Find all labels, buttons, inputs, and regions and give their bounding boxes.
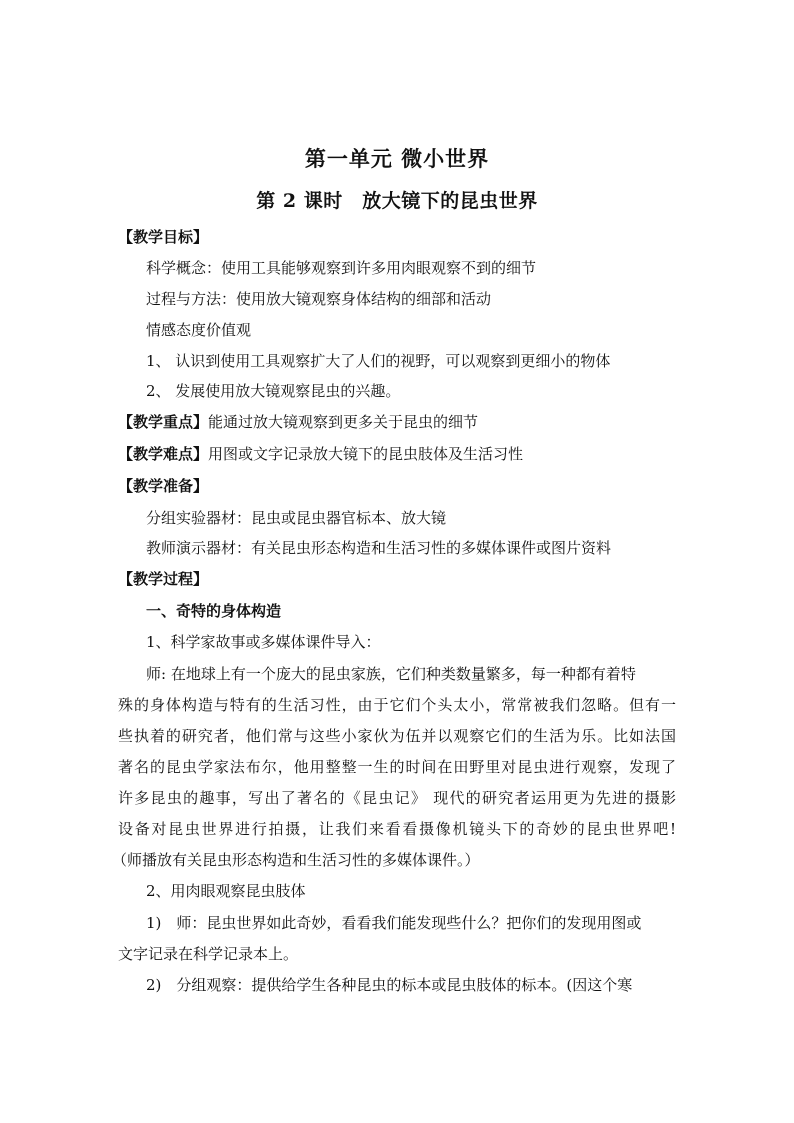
objectives-heading: 【教学目标】: [118, 228, 209, 246]
paragraph-line: 许多昆虫的趣事，写出了著名的《昆虫记》 现代的研究者运用更为先进的摄影: [118, 789, 676, 807]
emotion-heading: 情感态度价值观: [146, 321, 252, 339]
emotion-item-2: 2、 发展使用放大镜观察昆虫的兴趣。: [146, 382, 401, 400]
difficulty-text: 用图或文字记录放大镜下的昆虫肢体及生活习性: [208, 445, 524, 463]
teacher-materials-line: 教师演示器材：有关昆虫形态构造和生活习性的多媒体课件或图片资料: [146, 539, 612, 557]
process-method-line: 过程与方法：使用放大镜观察身体结构的细部和活动: [146, 290, 492, 308]
sub-step-1-continuation: 文字记录在科学记录本上。: [118, 945, 299, 963]
concept-line: 科学概念：使用工具能够观察到许多用肉眼观察不到的细节: [146, 259, 537, 277]
paragraph-line: 设备对昆虫世界进行拍摄，让我们来看看摄像机镜头下的奇妙的昆虫世界吧!: [118, 820, 676, 838]
document-title: 第一单元 微小世界: [304, 146, 490, 171]
key-point-label: 【教学重点】: [118, 413, 209, 431]
paragraph-line: 师: 在地球上有一个庞大的昆虫家族，它们种类数量繁多，每一种都有着特: [146, 665, 636, 683]
step-1-line: 1、科学家故事或多媒体课件导入：: [146, 633, 381, 651]
emotion-item-1: 1、 认识到使用工具观察扩大了人们的视野，可以观察到更细小的物体: [146, 352, 611, 370]
difficulty-line: [118, 443, 678, 465]
preparation-heading: 【教学准备】: [118, 477, 209, 495]
process-heading: 【教学过程】: [118, 570, 209, 588]
paragraph-line: 些执着的研究者，他们常与这些小家伙为伍并以观察它们的生活为乐。比如法国: [118, 727, 676, 745]
sub-step-1-line: 1) 师：昆虫世界如此奇妙，看看我们能发现些什么？把你们的发现用图或: [146, 914, 642, 932]
sub-step-2-line: 2) 分组观察：提供给学生各种昆虫的标本或昆虫肢体的标本。(因这个寒: [146, 976, 633, 994]
paragraph-line: （师播放有关昆虫形态构造和生活习性的多媒体课件。）: [112, 851, 480, 869]
lesson-title: 第 2 课时 放大镜下的昆虫世界: [256, 190, 538, 212]
difficulty-label: 【教学难点】: [118, 445, 209, 463]
section-1-heading: 一、奇特的身体构造: [146, 602, 282, 620]
paragraph-line: 殊的身体构造与特有的生活习性，由于它们个头太小，常常被我们忽略。但有一: [118, 696, 676, 714]
step-2-line: 2、用肉眼观察昆虫肢体: [146, 882, 306, 900]
key-point-line: [118, 411, 678, 433]
key-point-text: 能通过放大镜观察到更多关于昆虫的细节: [208, 413, 479, 431]
paragraph-line: 著名的昆虫学家法布尔，他用整整一生的时间在田野里对昆虫进行观察，发现了: [118, 758, 676, 776]
group-materials-line: 分组实验器材：昆虫或昆虫器官标本、放大镜: [146, 509, 447, 527]
